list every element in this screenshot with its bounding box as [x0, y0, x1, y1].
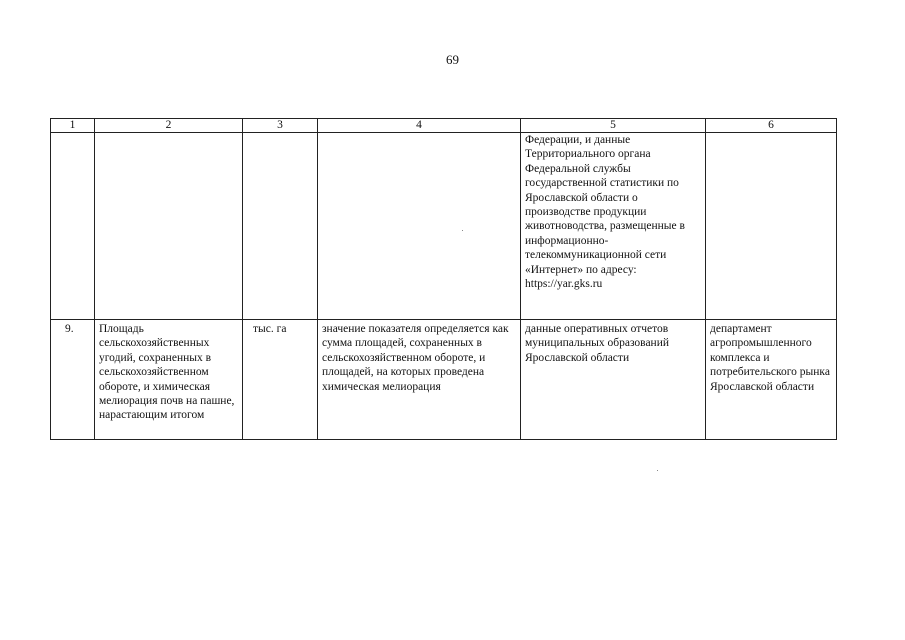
- cell-row9-responsible: департамент агропромышленного комплекса и потребительского рынка Ярославской области: [706, 320, 837, 440]
- scan-speck: [657, 470, 658, 471]
- cell-continued-col1: [51, 133, 95, 320]
- cell-row9-method: значение показателя определяется как сумма площадей, сохраненных в сельскохозяйственном обороте, и площадей, на которых проведена химическая мелиорация: [318, 320, 521, 440]
- cell-continued-col6: [706, 133, 837, 320]
- column-header-4: 4: [318, 119, 521, 133]
- table-row-continued: [51, 133, 837, 320]
- cell-continued-col3: [243, 133, 318, 320]
- cell-row9-unit: тыс. га: [243, 320, 318, 440]
- page-number: 69: [446, 52, 459, 67]
- table-row-9: [51, 320, 837, 440]
- cell-row9-number: 9.: [51, 320, 95, 440]
- cell-continued-col2: [95, 133, 243, 320]
- column-header-1: 1: [51, 119, 95, 133]
- column-header-5: 5: [521, 119, 706, 133]
- cell-continued-col4: [318, 133, 521, 320]
- cell-row9-indicator: Площадь сельскохозяйственных угодий, сохраненных в сельскохозяйственном обороте, и химическая мелиорация почв на пашне, нарастающим итогом: [95, 320, 243, 440]
- scan-speck: [462, 230, 463, 231]
- cell-row9-source: данные оперативных отчетов муниципальных образований Ярославской области: [521, 320, 706, 440]
- data-table: [50, 118, 837, 440]
- column-header-6: 6: [706, 119, 837, 133]
- column-header-2: 2: [95, 119, 243, 133]
- cell-continued-col5: Федерации, и данные Территориального органа Федеральной службы государственной статистики по Ярославской области о производстве продукции животноводства, размещенные в информационно-телекоммуникационной сети «Интернет» по адресу: https://yar.gks.ru: [521, 133, 706, 320]
- column-header-3: 3: [243, 119, 318, 133]
- table-header-row: [51, 119, 837, 133]
